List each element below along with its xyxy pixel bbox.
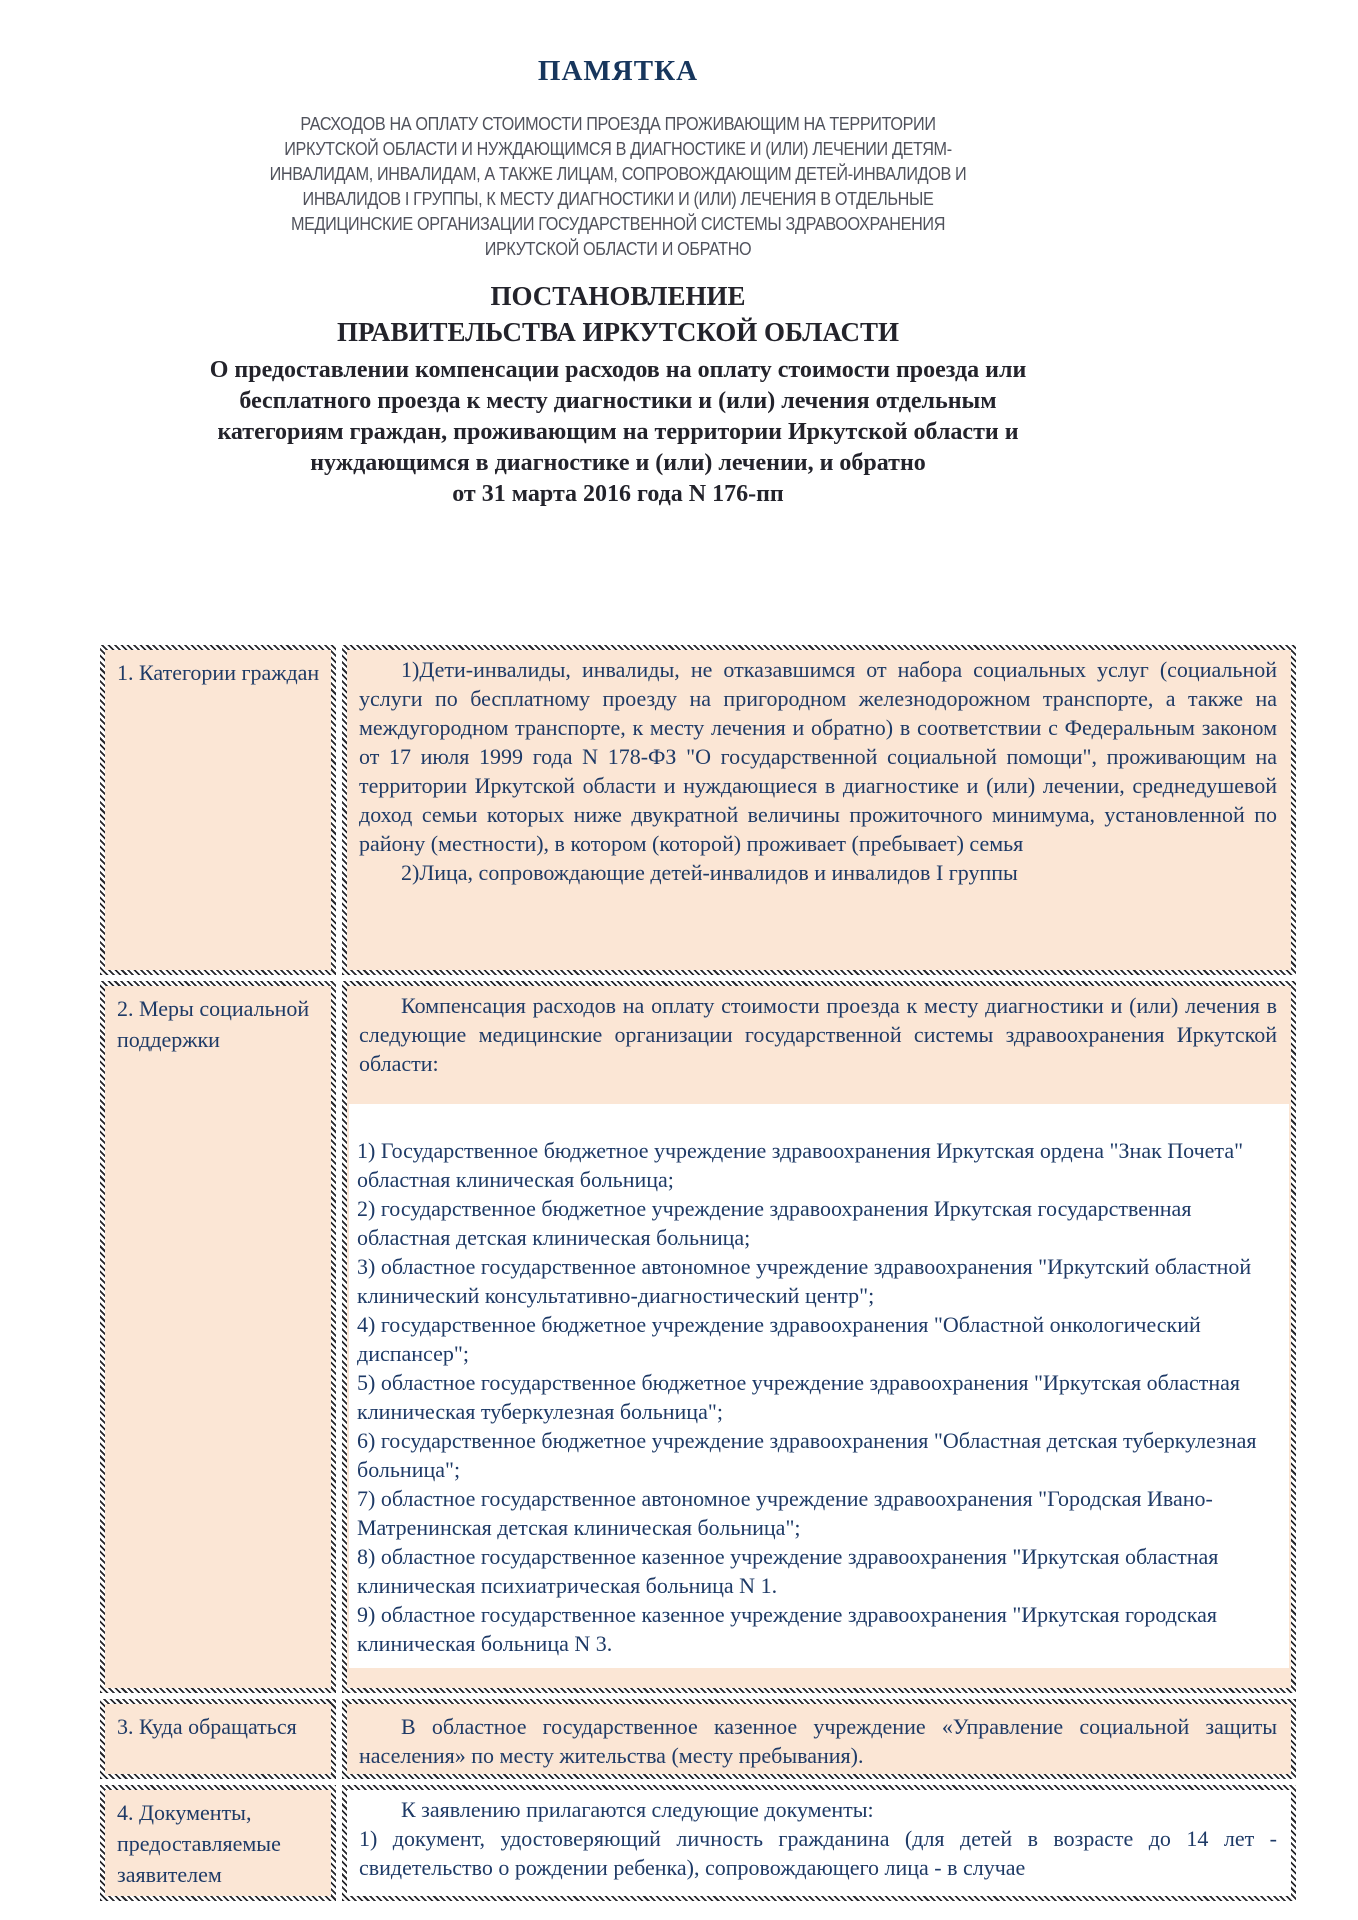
- row2-intro-paragraph: Компенсация расходов на оплату стоимости проезда к месту диагностики и (или) лечения в следующие медицинские организации государственной системы здравоохранения Иркутской области:: [359, 993, 1277, 1076]
- hospital-list-item: 2) государственное бюджетное учреждение здравоохранения Иркутская государственная областная детская клиническая больница;: [357, 1196, 1192, 1250]
- decree-title-line: бесплатного проезда к месту диагностики и (или) лечения отдельным: [239, 388, 997, 414]
- row4-documents-paragraph: 1) документ, удостоверяющий личность гражданина (для детей в возрасте до 14 лет - свидетельство о рождении ребенка), сопровождающего лица - в случае: [359, 1826, 1277, 1880]
- hospital-list-item: 8) областное государственное казенное учреждение здравоохранения "Иркутская областная клиническая психиатрическая больница N 1.: [357, 1544, 1219, 1598]
- decree-heading: [88, 278, 1148, 350]
- table-row4-body-cell: [342, 1785, 1296, 1901]
- page-title: ПАМЯТКА: [537, 55, 699, 87]
- subtitle-line: ИНВАЛИДАМ, ИНВАЛИДАМ, А ТАКЖЕ ЛИЦАМ, СОПРОВОЖДАЮЩИМ ДЕТЕЙ-ИНВАЛИДОВ И: [269, 164, 967, 184]
- hospital-list-item: 3) областное государственное автономное учреждение здравоохранения "Иркутский областной клинический консультативно-диагностический центр";: [357, 1254, 1252, 1308]
- hospital-list-item: 6) государственное бюджетное учреждение здравоохранения "Областная детская туберкулезная больница";: [357, 1428, 1257, 1482]
- subtitle-line: МЕДИЦИНСКИЕ ОРГАНИЗАЦИИ ГОСУДАРСТВЕННОЙ СИСТЕМЫ ЗДРАВООХРАНЕНИЯ: [290, 214, 946, 234]
- hospital-list: [349, 1104, 1289, 1668]
- decree-title-line: нуждающимся в диагностике и (или) лечении, и обратно: [310, 450, 926, 476]
- row2-label: 2. Меры социальной поддержки: [117, 996, 310, 1052]
- decree-date: от 31 марта 2016 года N 176-пп: [452, 481, 784, 507]
- table-row1-body-cell: [342, 645, 1296, 975]
- hospital-list-item: 7) областное государственное автономное учреждение здравоохранения "Городская Ивано-Матренинская детская клиническая больница";: [357, 1486, 1213, 1540]
- table-row2-label-cell: [100, 981, 336, 1693]
- row3-label: 3. Куда обращаться: [117, 1714, 297, 1739]
- hospital-list-item: 9) областное государственное казенное учреждение здравоохранения "Иркутская городская клиническая больница N 3.: [357, 1602, 1217, 1656]
- document-header: [88, 55, 1148, 510]
- subtitle-line: РАСХОДОВ НА ОПЛАТУ СТОИМОСТИ ПРОЕЗДА ПРОЖИВАЮЩИМ НА ТЕРРИТОРИИ: [300, 114, 936, 134]
- hospital-list-item: 1) Государственное бюджетное учреждение здравоохранения Иркутская ордена "Знак Почета" областная клиническая больница;: [357, 1138, 1244, 1192]
- table-row3-body-cell: [342, 1699, 1296, 1779]
- table-row2-body-cell: [342, 981, 1296, 1693]
- row1-paragraph-escorts: 2)Лица, сопровождающие детей-инвалидов и инвалидов I группы: [401, 860, 1018, 885]
- table-row4-label-cell: [100, 1785, 336, 1901]
- row4-label: 4. Документы, предоставляемые заявителем: [117, 1800, 281, 1887]
- hospital-list-item: 5) областное государственное бюджетное учреждение здравоохранения "Иркутская областная клиническая туберкулезная больница";: [357, 1370, 1241, 1424]
- info-table: [100, 645, 1296, 1901]
- decree-title-line: О предоставлении компенсации расходов на оплату стоимости проезда или: [209, 357, 1027, 383]
- row3-paragraph-where-to-apply: В областное государственное казенное учреждение «Управление социальной защиты населения» по месту жительства (месту пребывания).: [359, 1714, 1277, 1768]
- decree-title: [88, 355, 1148, 510]
- row1-paragraph-categories: 1)Дети-инвалиды, инвалиды, не отказавшимся от набора социальных услуг (социальной услуги по бесплатному проезду на пригородном железнодорожном транспорте, а также на междугородном транспорте, к месту лечения и обратно) в соответствии с Федеральным законом от 17 июля 1999 года N 178-ФЗ "О государственной социальной помощи", проживающим на территории Иркутской области и нуждающиеся в диагностике и (или) лечении, среднедушевой доход семьи которых ниже двукратной величины прожиточного минимума, установленной по району (местности), в котором (которой) проживает (пребывает) семья: [359, 657, 1277, 856]
- subtitle-line: ИРКУТСКОЙ ОБЛАСТИ И НУЖДАЮЩИМСЯ В ДИАГНОСТИКЕ И (ИЛИ) ЛЕЧЕНИИ ДЕТЯМ-: [284, 139, 952, 159]
- table-row1-label-cell: [100, 645, 336, 975]
- subtitle-line: ИРКУТСКОЙ ОБЛАСТИ И ОБРАТНО: [484, 239, 752, 259]
- row4-intro-paragraph: К заявлению прилагаются следующие документы:: [401, 1797, 874, 1822]
- decree-heading-line: ПРАВИТЕЛЬСТВА ИРКУТСКОЙ ОБЛАСТИ: [336, 317, 900, 347]
- subtitle-line: ИНВАЛИДОВ I ГРУППЫ, К МЕСТУ ДИАГНОСТИКИ И (ИЛИ) ЛЕЧЕНИЯ В ОТДЕЛЬНЫЕ: [302, 189, 934, 209]
- hospital-list-item: 4) государственное бюджетное учреждение здравоохранения "Областной онкологический диспансер";: [357, 1312, 1201, 1366]
- decree-heading-line: ПОСТАНОВЛЕНИЕ: [490, 281, 746, 311]
- row1-label: 1. Категории граждан: [117, 660, 320, 685]
- table-row3-label-cell: [100, 1699, 336, 1779]
- doc-subtitle: [141, 112, 1095, 262]
- decree-title-line: категориям граждан, проживающим на территории Иркутской области и: [217, 419, 1019, 445]
